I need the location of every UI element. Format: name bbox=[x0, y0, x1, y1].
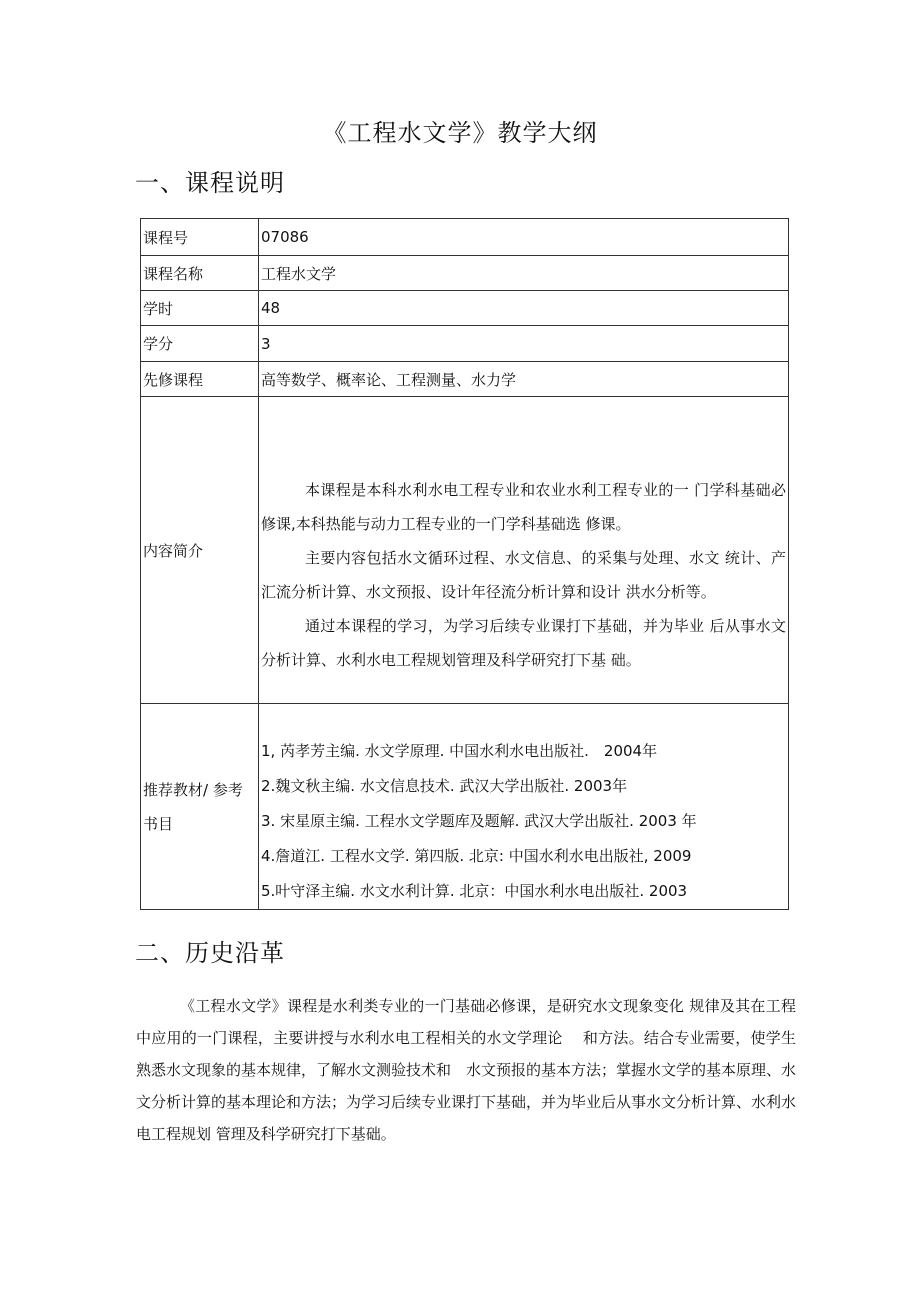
intro-paragraph: 主要内容包括水文循环过程、水文信息、的采集与处理、水文 统计、产汇流分析计算、水文预报、设计年径流分析计算和设计 洪水分析等。 bbox=[261, 549, 786, 601]
prerequisites-value: 高等数学、概率论、工程测量、水力学 bbox=[259, 362, 789, 397]
course-info-table bbox=[140, 218, 789, 910]
reference-item: 4.詹道江. 工程水文学. 第四版. 北京: 中国水利水电出版社, 2009 bbox=[261, 847, 692, 865]
table-row bbox=[141, 397, 789, 704]
table-row bbox=[141, 326, 789, 362]
table-row bbox=[141, 362, 789, 397]
table-row bbox=[141, 256, 789, 291]
reference-item: 2.魏文秋主编. 水文信息技术. 武汉大学出版社. 2003年 bbox=[261, 777, 628, 795]
course-name-value: 工程水文学 bbox=[259, 256, 789, 291]
table-row bbox=[141, 704, 789, 910]
document-title: 《工程水文学》教学大纲 bbox=[322, 119, 598, 147]
references-list bbox=[259, 704, 789, 910]
references-label: 推荐教材/ 参考书目 bbox=[141, 704, 259, 910]
section-heading-history: 二、历史沿革 bbox=[135, 939, 285, 967]
prerequisites-label: 先修课程 bbox=[141, 362, 259, 397]
intro-content bbox=[259, 397, 789, 704]
table-row bbox=[141, 219, 789, 256]
reference-item: 1, 芮孝芳主编. 水文学原理. 中国水利水电出版社. 2004年 bbox=[261, 742, 658, 760]
course-name-label: 课程名称 bbox=[141, 256, 259, 291]
reference-item: 5.叶守泽主编. 水文水利计算. 北京：中国水利水电出版社. 2003 bbox=[261, 882, 688, 900]
table-row bbox=[141, 291, 789, 326]
intro-label: 内容简介 bbox=[141, 397, 259, 704]
history-section bbox=[136, 990, 796, 1150]
hours-value: 48 bbox=[259, 291, 789, 326]
hours-label: 学时 bbox=[141, 291, 259, 326]
course-number-label: 课程号 bbox=[141, 219, 259, 256]
intro-paragraph: 本课程是本科水利水电工程专业和农业水利工程专业的一 门学科基础必修课,本科热能与动力工程专业的一门学科基础选 修课。 bbox=[261, 481, 786, 533]
course-number-value: 07086 bbox=[259, 219, 789, 256]
intro-paragraph: 通过本课程的学习，为学习后续专业课打下基础，并为毕业 后从事水文分析计算、水利水电工程规划管理及科学研究打下基 础。 bbox=[261, 617, 786, 669]
reference-item: 3. 宋星原主编. 工程水文学题库及题解. 武汉大学出版社. 2003 年 bbox=[261, 812, 697, 830]
credits-label: 学分 bbox=[141, 326, 259, 362]
credits-value: 3 bbox=[259, 326, 789, 362]
section-heading-course-description: 一、课程说明 bbox=[135, 169, 285, 197]
history-paragraph: 《工程水文学》课程是水利类专业的一门基础必修课，是研究水文现象变化 规律及其在工程中应用的一门课程，主要讲授与水利水电工程相关的水文学理论 和方法。结合专业需要，使学生熟悉水文现象的基本规律，了解水文测验技术和 水文预报的基本方法；掌握水文学的基本原理、水文分析计算的基本理论和方法；为学习后续专业课打下基础，并为毕业后从事水文分析计算、水利水电工程规划 管理及科学研究打下基础。 bbox=[136, 997, 797, 1143]
